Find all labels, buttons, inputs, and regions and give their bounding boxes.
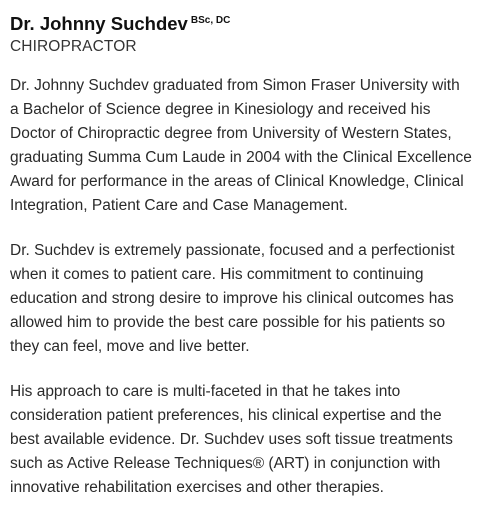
bio-paragraph: Dr. Johnny Suchdev graduated from Simon Fraser University with a Bachelor of Science degree in Kinesiology and received his Doctor of Chiropractic degree from University of Western States, graduating Summa Cum Laude in 2004 with the Clinical Excellence Award for performance in the areas of Clinical Knowledge, Clinical Integration, Patient Care and Case Management.	[10, 77, 472, 214]
doctor-heading	[10, 9, 478, 35]
doctor-credentials: BSc, DC	[190, 15, 231, 26]
bio-paragraph: Dr. Suchdev is extremely passionate, focused and a perfectionist when it comes to patient care. His commitment to continuing education and strong desire to improve his clinical outcomes has allowed him to provide the best care possible for his patients so they can feel, move and live better.	[10, 242, 455, 355]
doctor-name: Dr. Johnny Suchdev	[10, 13, 188, 34]
doctor-bio	[10, 74, 478, 500]
bio-paragraph: His approach to care is multi-faceted in that he takes into consideration patient preferences, his clinical expertise and the best available evidence. Dr. Suchdev uses soft tissue treatments such as Active Release Techniques® (ART) in conjunction with innovative rehabilitation exercises and other therapies.	[10, 383, 453, 496]
doctor-role: CHIROPRACTOR	[10, 38, 137, 55]
